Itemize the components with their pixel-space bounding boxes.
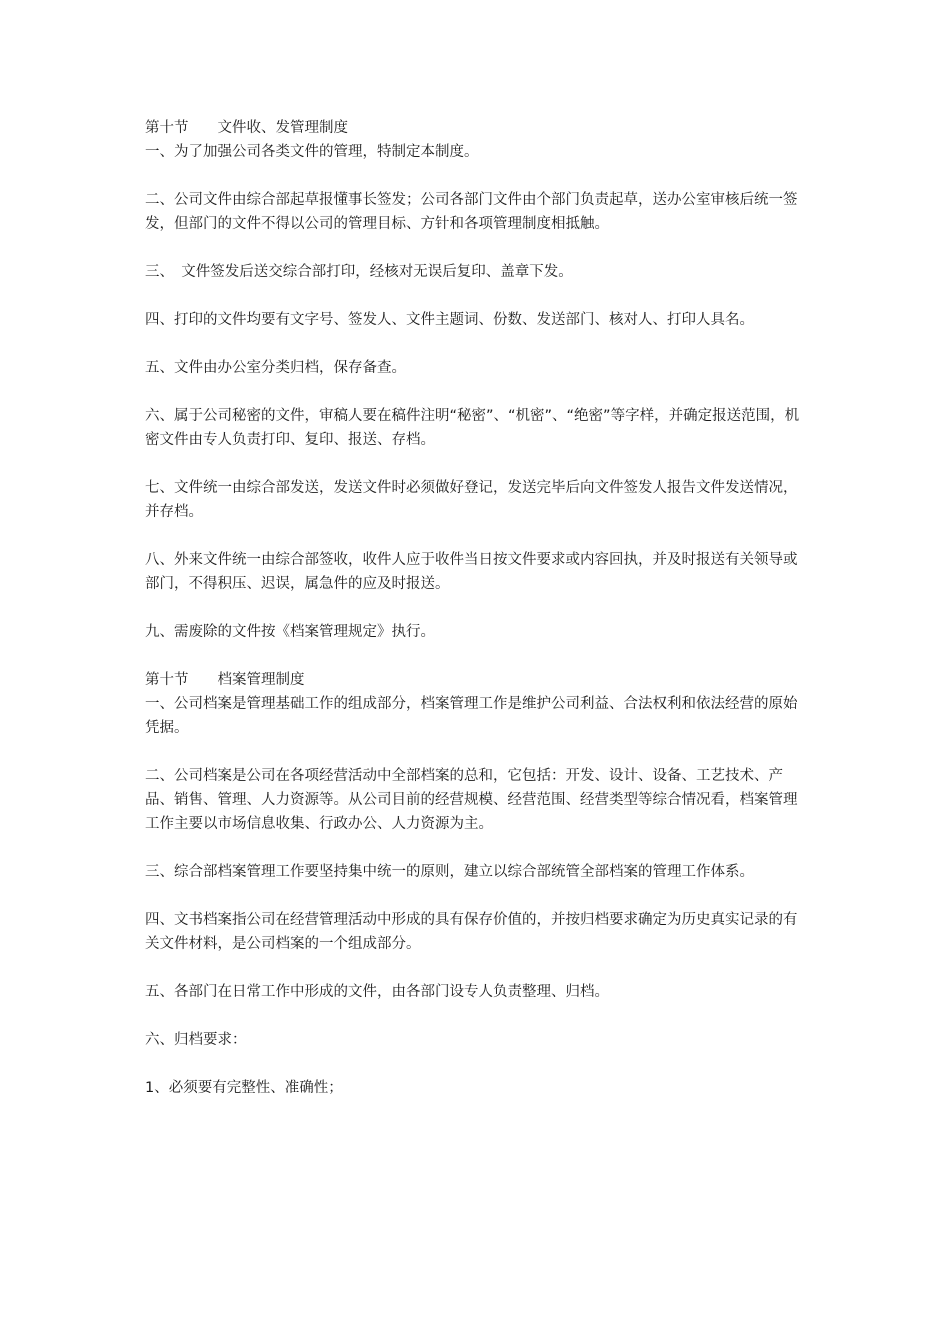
section-1-paragraph-3: 三、 文件签发后送交综合部打印，经核对无误后复印、盖章下发。	[145, 264, 573, 280]
section-2-title: 第十节 档案管理制度	[145, 672, 305, 688]
section-1-paragraph-4: 四、打印的文件均要有文字号、签发人、文件主题词、份数、发送部门、核对人、打印人具名。	[145, 312, 754, 328]
section-2-paragraph-3: 三、综合部档案管理工作要坚持集中统一的原则，建立以综合部统管全部档案的管理工作体系。	[145, 864, 754, 880]
section-1-paragraph-1: 一、为了加强公司各类文件的管理，特制定本制度。	[145, 144, 479, 160]
section-2-paragraph-5: 五、各部门在日常工作中形成的文件，由各部门设专人负责整理、归档。	[145, 984, 609, 1000]
section-2-paragraph-4: 四、文书档案指公司在经营管理活动中形成的具有保存价值的，并按归档要求确定为历史真实记录的有关文件材料，是公司档案的一个组成部分。	[145, 912, 798, 952]
section-1-paragraph-7: 七、文件统一由综合部发送，发送文件时必须做好登记，发送完毕后向文件签发人报告文件发送情况，并存档。	[145, 480, 798, 520]
section-2-paragraph-1: 一、公司档案是管理基础工作的组成部分，档案管理工作是维护公司利益、合法权利和依法经营的原始凭据。	[145, 696, 798, 736]
section-1-paragraph-9: 九、需废除的文件按《档案管理规定》执行。	[145, 624, 435, 640]
section-1-title: 第十节 文件收、发管理制度	[145, 120, 348, 136]
section-2-paragraph-6: 六、归档要求：	[145, 1032, 247, 1048]
section-1-paragraph-8: 八、外来文件统一由综合部签收，收件人应于收件当日按文件要求或内容回执，并及时报送有关领导或部门，不得积压、迟误，属急件的应及时报送。	[145, 552, 798, 592]
section-1-paragraph-2: 二、公司文件由综合部起草报懂事长签发；公司各部门文件由个部门负责起草，送办公室审核后统一签发，但部门的文件不得以公司的管理目标、方针和各项管理制度相抵触。	[145, 192, 798, 232]
section-1-paragraph-6: 六、属于公司秘密的文件，审稿人要在稿件注明“秘密”、“机密”、“绝密”等字样，并确定报送范围，机密文件由专人负责打印、复印、报送、存档。	[145, 408, 800, 448]
document-body	[145, 116, 810, 1100]
section-1-paragraph-5: 五、文件由办公室分类归档，保存备查。	[145, 360, 406, 376]
section-2-paragraph-7: 1、必须要有完整性、准确性；	[145, 1080, 343, 1096]
section-2-paragraph-2: 二、公司档案是公司在各项经营活动中全部档案的总和，它包括：开发、设计、设备、工艺技术、产品、销售、管理、人力资源等。从公司目前的经营规模、经营范围、经营类型等综合情况看，档案管理工作主要以市场信息收集、行政办公、人力资源为主。	[145, 768, 798, 832]
